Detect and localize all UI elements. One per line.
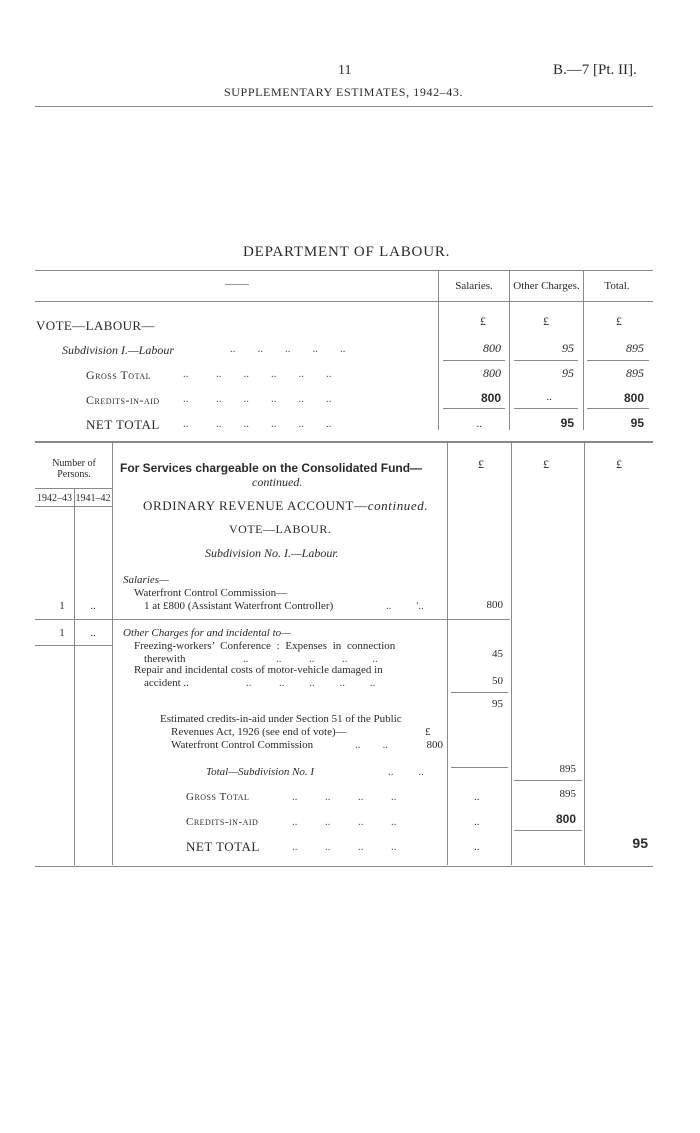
gross-salaries-value: ..: [474, 791, 480, 803]
net-total-label: NET TOTAL: [186, 839, 260, 854]
page-number: 11: [338, 63, 352, 78]
sum-rule: [451, 767, 508, 768]
persons-header-text: Number of Persons.: [52, 458, 96, 480]
persons-rule: [35, 488, 112, 489]
summary-salaries-value: 800: [483, 341, 501, 355]
leader-dots: .. .. .. ..: [292, 791, 397, 803]
year-header: 1942–43: [37, 493, 72, 504]
credits-note-line-1: Estimated credits-in-aid under Section 51 of the Public: [160, 713, 402, 725]
department-title: DEPARTMENT OF LABOUR.: [243, 244, 451, 260]
wcc-persons-current: 1: [59, 600, 65, 612]
summary-row-label: Gross Total: [86, 368, 151, 382]
repair-line-2: accident ..: [144, 677, 189, 689]
freezing-line-1: Freezing-workers’ Conference : Expenses in connection: [134, 640, 396, 652]
detail-currency: £: [543, 457, 549, 471]
leader-dots: .. ..: [388, 766, 424, 778]
credits-note-line-3: Waterfront Control Commission: [171, 739, 314, 751]
summary-other-value: 95: [562, 366, 574, 380]
detail-col-divider: [112, 443, 113, 865]
summary-total-value: 95: [630, 416, 644, 430]
bottom-rule: [35, 866, 653, 867]
currency-symbol: £: [480, 314, 486, 328]
salaries-label: Salaries—: [123, 574, 169, 586]
net-total-value: 95: [632, 835, 648, 851]
detail-col-divider: [447, 443, 448, 865]
column-header-total: Total.: [604, 280, 630, 292]
account-heading-continued: continued.: [367, 498, 429, 513]
sum-rule: [514, 408, 578, 409]
subdivision-title: Subdivision No. I.—Labour.: [205, 546, 339, 560]
summary-total-value: 895: [626, 341, 644, 355]
freezing-amount: 45: [492, 648, 503, 660]
credits-salaries-value: ..: [474, 816, 480, 828]
persons-divider: [74, 488, 75, 865]
repair-amount: 50: [492, 675, 503, 687]
freezing-line-2: therewith: [144, 653, 186, 665]
other-charges-label: Other Charges for and incidental to—: [123, 627, 291, 639]
leader-dots: .. .. .. .. ..: [246, 677, 376, 689]
summary-total-value: 895: [626, 366, 644, 380]
credits-note-currency: £: [425, 726, 431, 738]
summary-total-value: 800: [623, 391, 644, 405]
leader-dots: .. .. .. .. .. ..: [183, 418, 332, 430]
persons-header: [36, 458, 112, 480]
other-persons-current: 1: [59, 627, 65, 639]
section-rule: [35, 645, 112, 646]
sum-rule: [443, 360, 505, 361]
credits-note-amount: 800: [426, 739, 443, 751]
other-subtotal: 95: [492, 698, 503, 710]
wcc-persons-previous: ..: [90, 600, 96, 612]
leader-dots: .. ..: [355, 739, 388, 751]
vote-heading: VOTE—LABOUR—: [36, 318, 155, 333]
currency-symbol: £: [616, 314, 622, 328]
sum-rule: [587, 408, 649, 409]
leader-dots: .. .. .. .. .. ..: [183, 368, 332, 380]
leader-dots: .. .. .. ..: [292, 841, 397, 853]
credits-in-aid-value: 800: [555, 812, 576, 826]
summary-other-value: 95: [560, 416, 574, 430]
header-rule: [35, 106, 653, 107]
credits-note-line-2: Revenues Act, 1926 (see end of vote)—: [171, 726, 347, 738]
account-heading: [143, 498, 428, 514]
fund-heading-continued: continued.: [252, 475, 303, 489]
page-title: SUPPLEMENTARY ESTIMATES, 1942–43.: [224, 85, 464, 99]
column-header-salaries: Salaries.: [455, 280, 493, 292]
sum-rule: [514, 360, 578, 361]
detail-top-rule: [35, 441, 653, 443]
summary-row-label: Credits-in-aid: [86, 393, 160, 407]
detail-col-divider: [511, 443, 512, 865]
reference-code: B.—7 [Pt. II].: [553, 62, 637, 78]
account-heading-text: ORDINARY REVENUE ACCOUNT—: [143, 498, 368, 513]
total-subdivision-label: Total—Subdivision No. I: [206, 766, 315, 778]
detail-currency: £: [616, 457, 622, 471]
wcc-amount: 800: [486, 599, 503, 611]
leader-dots: .. .. .. .. ..: [243, 653, 378, 665]
wcc-label: Waterfront Control Commission—: [134, 587, 288, 599]
sum-rule: [451, 692, 508, 693]
vote-title: VOTE—LABOUR.: [229, 522, 332, 536]
net-salaries-value: ..: [474, 841, 480, 853]
header-dash: [225, 284, 249, 285]
total-subdivision-value: 895: [559, 763, 576, 775]
leader-dots: .. .. .. ..: [292, 816, 397, 828]
credits-in-aid-label: Credits-in-aid: [186, 816, 259, 828]
sum-rule: [587, 360, 649, 361]
leader-dots: .. .. .. .. ..: [230, 343, 346, 355]
summary-header-rule: [35, 301, 653, 302]
repair-line-1: Repair and incidental costs of motor-vehicle damaged in: [134, 664, 383, 676]
other-persons-previous: ..: [90, 627, 96, 639]
sum-rule: [514, 830, 582, 831]
column-header-other-charges: Other Charges.: [513, 280, 580, 292]
detail-col-divider: [584, 443, 585, 865]
year-header: 1941–42: [75, 493, 111, 504]
gross-total-label: Gross Total: [186, 791, 250, 803]
wcc-item: 1 at £800 (Assistant Waterfront Controller): [144, 600, 334, 612]
summary-salaries-value: 800: [480, 391, 501, 405]
summary-other-value: 95: [562, 341, 574, 355]
currency-symbol: £: [543, 314, 549, 328]
leader-dots: .. '..: [386, 600, 424, 612]
summary-row-label: Subdivision I.—Labour: [62, 343, 175, 357]
sum-rule: [514, 780, 582, 781]
summary-salaries-value: 800: [483, 366, 501, 380]
gross-total-value: 895: [559, 788, 576, 800]
summary-other-value: ..: [546, 391, 552, 403]
detail-currency: £: [478, 457, 484, 471]
sum-rule: [443, 408, 505, 409]
summary-top-rule: [35, 270, 653, 271]
section-rule: [35, 619, 112, 620]
section-rule: [113, 619, 510, 620]
summary-salaries-value: ..: [476, 418, 482, 430]
leader-dots: .. .. .. .. .. ..: [183, 393, 332, 405]
fund-heading: For Services chargeable on the Consolidated Fund—: [120, 461, 423, 475]
summary-col-divider: [438, 270, 439, 430]
persons-rule: [35, 506, 112, 507]
summary-row-label: NET TOTAL: [86, 417, 160, 432]
